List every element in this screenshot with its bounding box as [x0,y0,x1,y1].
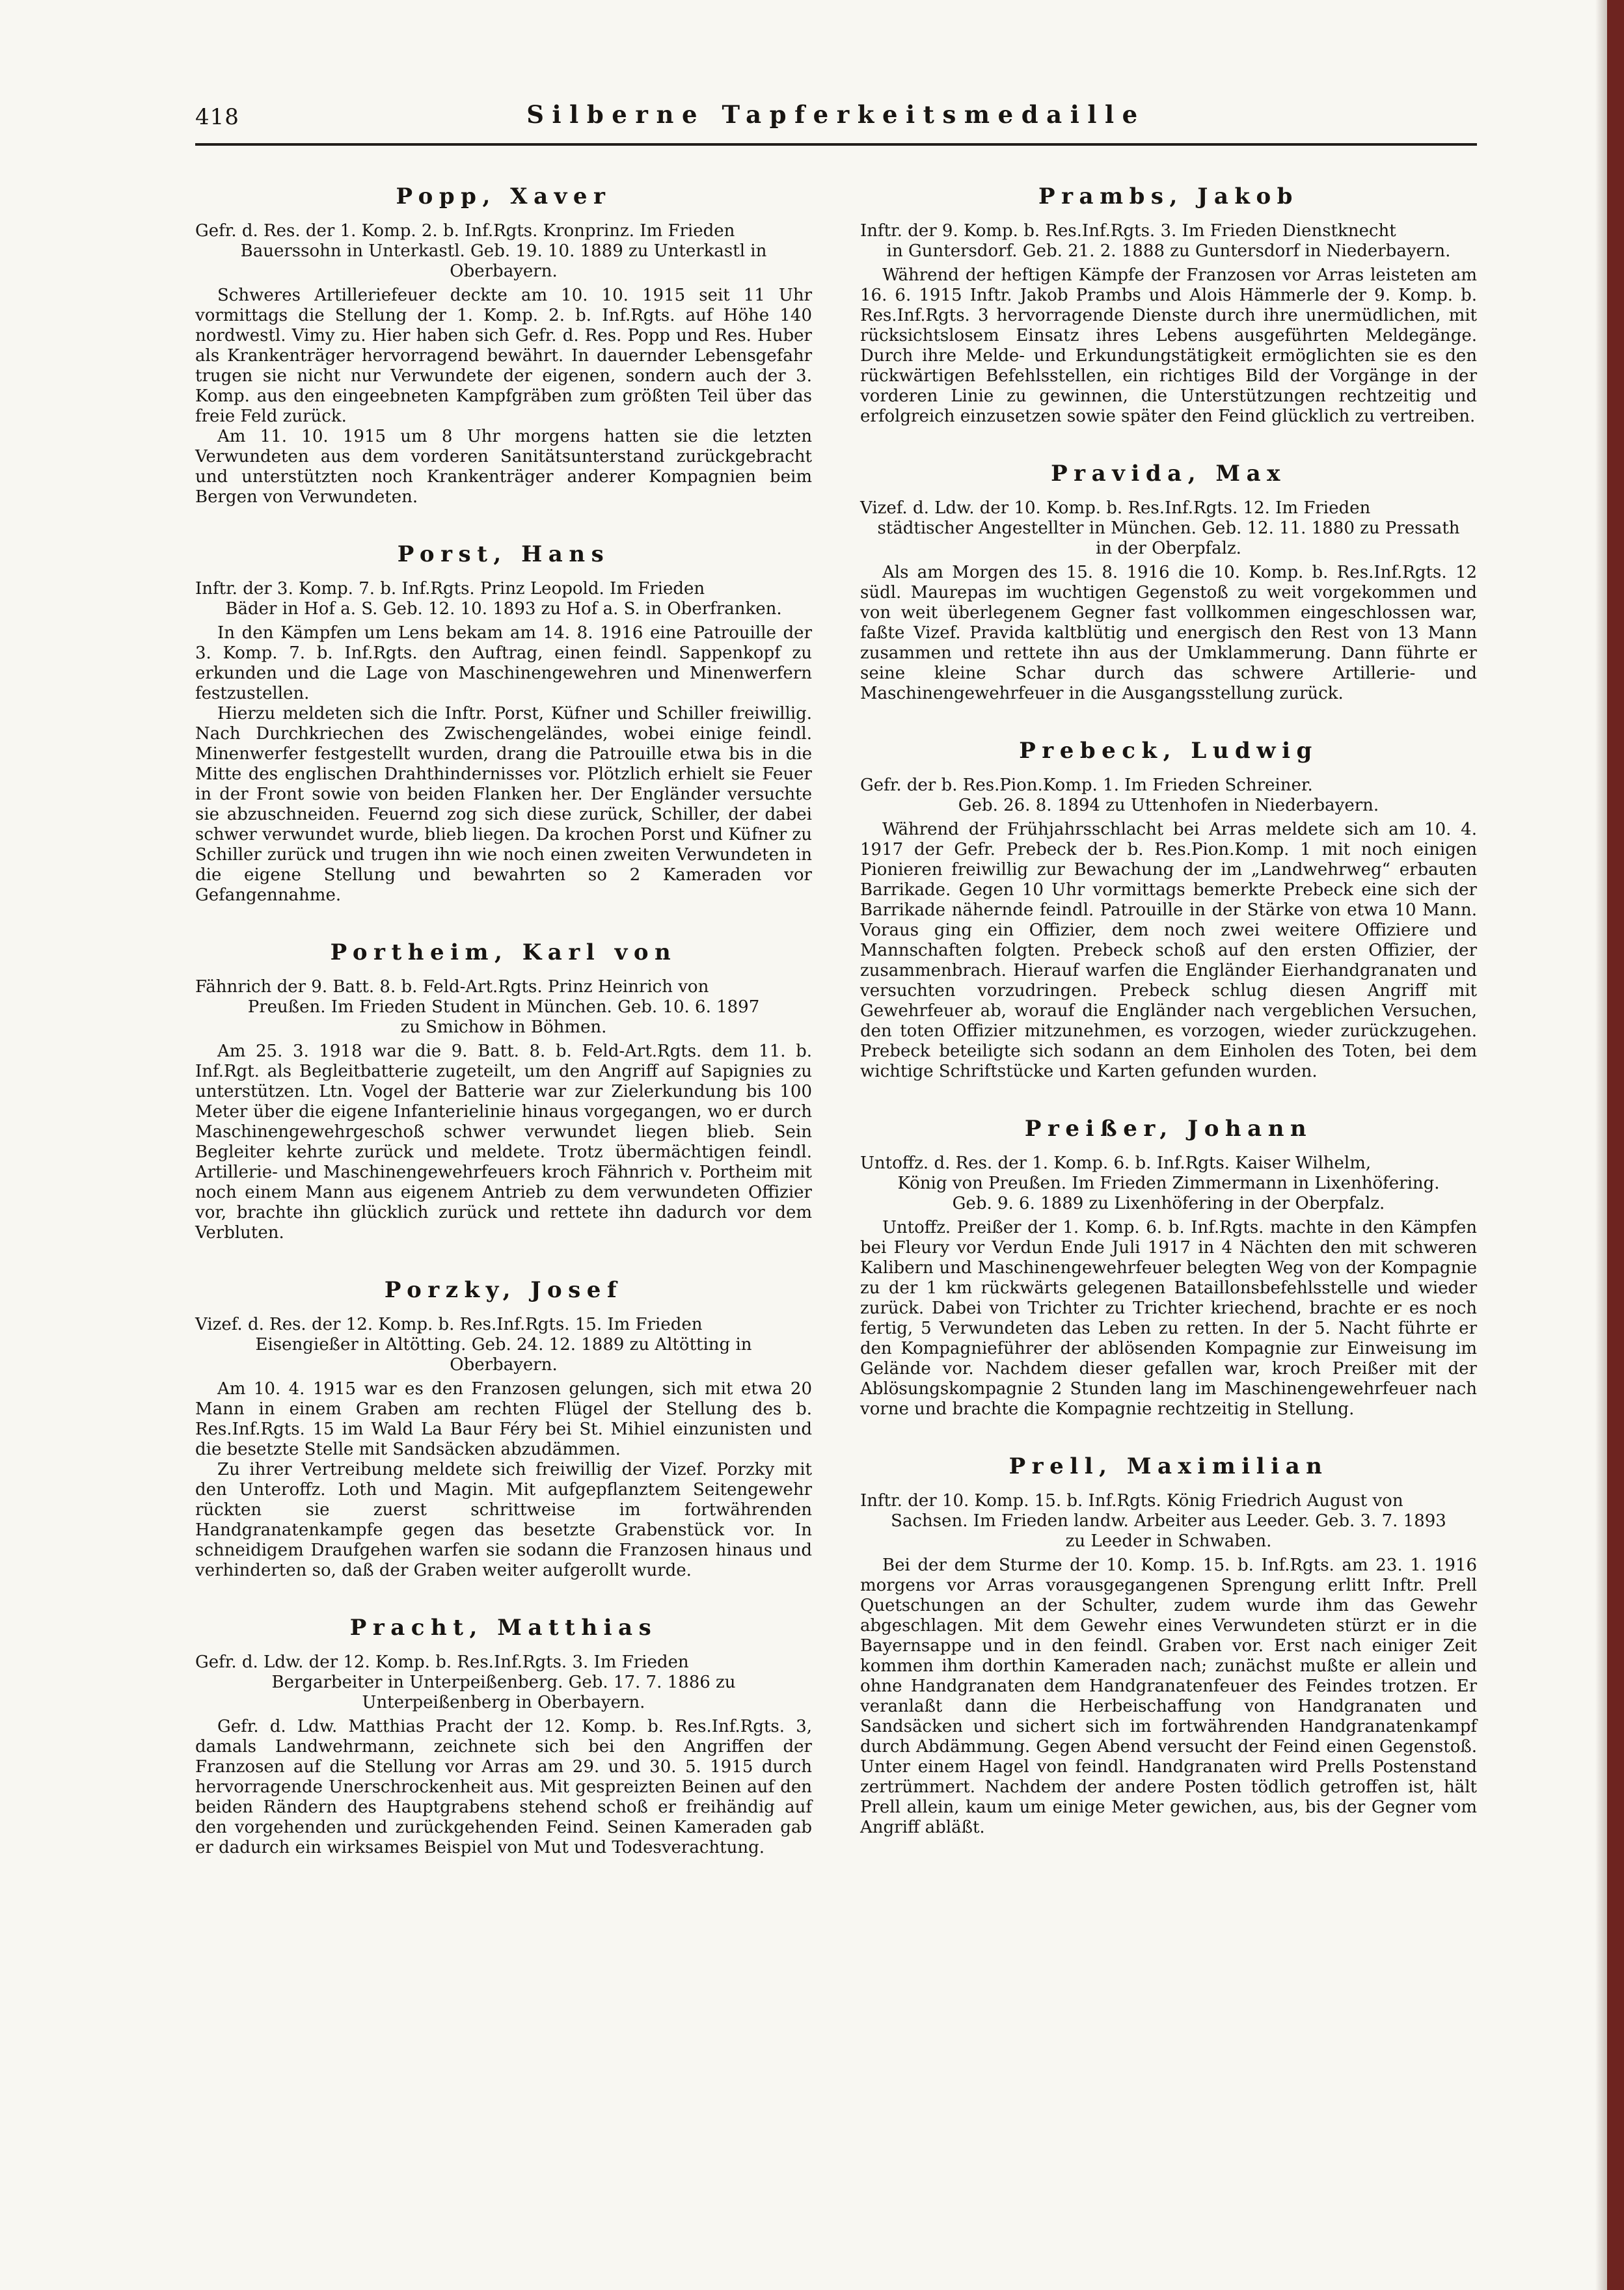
entry-intro-line: Untoffz. d. Res. der 1. Komp. 6. b. Inf.Rgts. Kaiser Wilhelm, [860,1153,1372,1173]
entry-name: Portheim, Karl von [330,939,677,965]
entry-intro-line: Bauerssohn in Unterkastl. Geb. 19. 10. 1889 zu Unterkastl in [240,241,767,261]
medal-entry [195,939,812,1243]
entry-intro-line: Oberbayern. [450,262,558,281]
entry-name: Pracht, Matthias [349,1615,658,1641]
medal-entry [195,183,812,507]
entry-intro-line: Fähnrich der 9. Batt. 8. b. Feld-Art.Rgts. Prinz Heinrich von [195,977,709,997]
entry-paragraph: Zu ihrer Vertreibung meldete sich freiwillig der Vizef. Porzky mit den Unteroffz. Loth und Magin. Mit aufgepflanztem Seitengewehr rückten sie zuerst schrittweise im fortwährenden Handgranatenkampfe gegen das besetzte Grabenstück vor. In schneidigem Draufgehen warfen sie sodann die Franzosen hinaus und verhinderten so, daß der Graben weiter aufgerollt wurde. [195,1460,812,1580]
entry-name: Pravida, Max [1051,461,1286,487]
medal-entry [860,461,1477,704]
entry-intro-line: zu Smichow in Böhmen. [400,1017,607,1037]
entry-intro [195,579,812,619]
entry-intro-line: Vizef. d. Res. der 12. Komp. b. Res.Inf.Rgts. 15. Im Frieden [195,1315,703,1334]
entry-intro [860,221,1477,262]
column-left [195,146,812,1858]
entry-intro-line: in der Oberpfalz. [1096,539,1241,558]
entry-paragraph: Gefr. d. Ldw. Matthias Pracht der 12. Komp. b. Res.Inf.Rgts. 3, damals Landwehrmann, zeichnete sich bei den Angriffen der Franzosen auf die Stellung vor Arras am 29. und 30. 5. 1915 durch hervorragende Unerschrockenheit aus. Mit gespreizten Beinen auf den beiden Rändern des Hauptgrabens stehend schoß er freihändig auf den vorgehenden und zurückgehenden Feind. Seinen Kameraden gab er dadurch ein wirksames Beispiel von Mut und Todesverachtung. [195,1717,812,1857]
entry-paragraph: In den Kämpfen um Lens bekam am 14. 8. 1916 eine Patrouille der 3. Komp. 7. b. Inf.Rgts. den Auftrag, einen feindl. Sappenkopf zu erkunden und die Lage von Maschinengewehren und Minenwerfern festzustellen. [195,623,812,703]
medal-entry [195,1615,812,1858]
entry-paragraph: Am 25. 3. 1918 war die 9. Batt. 8. b. Feld-Art.Rgts. dem 11. b. Inf.Rgt. als Begleitbatterie zugeteilt, um den Angriff auf Sapignies zu unterstützen. Ltn. Vogel der Batterie war zur Zielerkundung bis 100 Meter über die eigene Infanterielinie hinaus vorgegangen, wo er durch Maschinengewehrgeschoß schwer verwundet liegen blieb. Sein Begleiter kehrte zurück und meldete. Trotz übermächtigen feindl. Artillerie- und Maschinengewehrfeuers kroch Fähnrich v. Portheim mit noch einem Mann aus eigenem Antrieb zu dem verwundeten Offizier vor, brachte ihn glücklich zurück und rettete ihn dadurch vor dem Verbluten. [195,1042,812,1243]
entry-name: Prebeck, Ludwig [1019,738,1318,764]
entry-paragraph: Während der Frühjahrsschlacht bei Arras meldete sich am 10. 4. 1917 der Gefr. Prebeck der b. Res.Pion.Komp. 1 mit noch einigen Pionieren freiwillig zur Bewachung der im „Landwehrweg“ erbauten Barrikade. Gegen 10 Uhr vormittags bemerkte Prebeck eine sich der Barrikade nähernde feindl. Patrouille in der Stärke von etwa 10 Mann. Voraus ging ein Offizier, dem noch zwei weitere Offiziere und Mannschaften folgten. Prebeck schoß auf den ersten Offizier, der zusammenbrach. Hierauf warfen die Engländer Eierhandgranaten und versuchten vorzudringen. Prebeck schlug diesen Angriff mit Gewehrfeuer ab, worauf die Engländer nach vergeblichen Versuchen, den toten Offizier mitzunehmen, es vorzogen, wieder zurückzugehen. Prebeck beteiligte sich sodann an dem Einholen des Toten, bei dem wichtige Schriftstücke und Karten gefunden wurden. [860,820,1477,1081]
book-edge [1607,0,1624,2290]
entry-intro-line: Sachsen. Im Frieden landw. Arbeiter aus Leeder. Geb. 3. 7. 1893 [891,1511,1446,1531]
entry-paragraph: Schweres Artilleriefeuer deckte am 10. 10. 1915 seit 11 Uhr vormittags die Stellung der 1. Komp. 2. b. Inf.Rgts. auf Höhe 140 nordwestl. Vimy zu. Hier haben sich Gefr. d. Res. Popp und Res. Huber als Krankenträger hervorragend bewährt. In dauernder Lebensgefahr trugen sie nicht nur Verwundete der eigenen, sondern auch der 3. Komp. aus den eingeebneten Kampfgräben zum größten Teil über das freie Feld zurück. [195,286,812,426]
entry-paragraph: Bei der dem Sturme der 10. Komp. 15. b. Inf.Rgts. am 23. 1. 1916 morgens vor Arras vorausgegangenen Sprengung erlitt Inftr. Prell Quetschungen an der Schulter, zudem wurde ihm das Gewehr abgeschlagen. Mit dem Gewehr eines Verwundeten stürzt er in die Bayernsappe und in den feindl. Graben vor. Erst nach einiger Zeit kommen ihm dorthin Kameraden nach; zunächst mußte er allein und ohne Handgranaten dem Handgranatenfeuer des Feindes trotzen. Er veranlaßt dann die Herbeischaffung von Handgranaten und Sandsäcken und sichert sich im fortwährenden Handgranatenkampf durch Abdämmung. Gegen Abend versucht der Feind einen Gegenstoß. Unter einem Hagel von feindl. Handgranaten wird Prells Postenstand zertrümmert. Nachdem der andere Posten tödlich getroffen ist, hält Prell allein, kaum um einige Meter gewichen, aus, bis der Gegner vom Angriff abläßt. [860,1556,1477,1837]
entry-intro-line: Bäder in Hof a. S. Geb. 12. 10. 1893 zu Hof a. S. in Oberfranken. [225,599,782,619]
entry-paragraph: Während der heftigen Kämpfe der Franzosen vor Arras leisteten am 16. 6. 1915 Inftr. Jakob Prambs und Alois Hämmerle der 9. Komp. b. Res.Inf.Rgts. 3 hervorragende Dienste durch ihre unermüdlichen, mit rücksichtslosem Einsatz ihres Lebens ausgeführten Meldegänge. Durch ihre Melde- und Erkundungstätigkeit ermöglichten sie es den rückwärtigen Befehlsstellen, ein richtiges Bild der Vorgänge in der vorderen Linie zu gewinnen, die Unterstützungen rechtzeitig und erfolgreich einzusetzen sowie später den Feind glücklich zu vertreiben. [860,265,1477,426]
entry-intro-line: Inftr. der 10. Komp. 15. b. Inf.Rgts. König Friedrich August von [860,1491,1403,1511]
entry-intro-line: König von Preußen. Im Frieden Zimmermann in Lixenhöfering. [897,1174,1440,1193]
entry-intro-line: Geb. 26. 8. 1894 zu Uttenhofen in Niederbayern. [958,796,1379,815]
entry-intro [860,1491,1477,1552]
entry-name: Porst, Hans [397,541,610,567]
entry-paragraph: Untoffz. Preißer der 1. Komp. 6. b. Inf.Rgts. machte in den Kämpfen bei Fleury vor Verdun Ende Juli 1917 in 4 Nächten den mit schweren Kalibern und Maschinengewehrfeuer belegten Weg von der Kompagnie zu der 1 km rückwärts gelegenen Bataillonsbefehlsstelle und wieder zurück. Dabei von Trichter zu Trichter kriechend, brachte er es noch fertig, 5 Verwundeten das Leben zu retten. In der 5. Nacht führte er den Kompagnieführer der ablösenden Kompagnie zur Einweisung im Gelände vor. Nachdem dieser gefallen war, kroch Preißer mit der Ablösungskompagnie 2 Stunden lang im Maschinengewehrfeuer nach vorne und brachte die Kompagnie rechtzeitig in Stellung. [860,1218,1477,1419]
entry-intro [860,1153,1477,1214]
entry-name: Prambs, Jakob [1038,183,1299,209]
entry-intro-line: Inftr. der 9. Komp. b. Res.Inf.Rgts. 3. Im Frieden Dienstknecht [860,221,1396,241]
medal-entry [195,1277,812,1581]
entry-intro-line: Unterpeißenberg in Oberbayern. [362,1693,645,1712]
entry-paragraph: Am 11. 10. 1915 um 8 Uhr morgens hatten sie die letzten Verwundeten aus dem vorderen Sanitätsunterstand zurückgebracht und unterstützten noch Krankenträger anderer Kompagnien beim Bergen von Verwundeten. [195,427,812,507]
entry-intro [860,775,1477,816]
entry-paragraph: Am 10. 4. 1915 war es den Franzosen gelungen, sich mit etwa 20 Mann in einem Graben am rechten Flügel der Stellung des b. Res.Inf.Rgts. 15 im Wald La Baur Féry bei St. Mihiel einzunisten und die besetzte Stelle mit Sandsäcken abzudämmen. [195,1379,812,1459]
entry-intro [195,1315,812,1375]
entry-name: Prell, Maximilian [1008,1453,1329,1479]
entry-intro [195,221,812,282]
medal-entry [860,1453,1477,1838]
entry-intro-line: Vizef. d. Ldw. der 10. Komp. b. Res.Inf.Rgts. 12. Im Frieden [860,498,1371,518]
page-header [195,99,1477,137]
entry-paragraph: Hierzu meldeten sich die Inftr. Porst, Küfner und Schiller freiwillig. Nach Durchkriechen des Zwischengeländes, wobei einige feindl. Minenwerfer festgestellt wurden, drang die Patrouille etwa bis in die Mitte des englischen Drahthindernisses vor. Plötzlich erhielt sie Feuer in der Front sowie von beiden Flanken her. Der Engländer versuchte sie abzuschneiden. Feuernd zog sich diese zurück, Schiller, der dabei schwer verwundet wurde, blieb liegen. Da krochen Porst und Küfner zu Schiller zurück und trugen ihn wie noch einen zweiten Verwundeten in die eigene Stellung und bewahrten so 2 Kameraden vor Gefangennahme. [195,704,812,905]
entry-intro-line: zu Leeder in Schwaben. [1065,1531,1272,1551]
entry-intro-line: in Guntersdorf. Geb. 21. 2. 1888 zu Guntersdorf in Niederbayern. [886,241,1451,261]
entry-name: Popp, Xaver [396,183,612,209]
page-number: 418 [195,104,239,130]
entry-intro-line: Gefr. d. Res. der 1. Komp. 2. b. Inf.Rgts. Kronprinz. Im Frieden [195,221,735,241]
entry-intro-line: Bergarbeiter in Unterpeißenberg. Geb. 17. 7. 1886 zu [271,1673,736,1692]
medal-entry [195,541,812,906]
column-right [860,146,1477,1838]
medal-entry [860,738,1477,1082]
medal-entry [860,183,1477,427]
entry-name: Porzky, Josef [384,1277,623,1303]
entry-intro-line: Inftr. der 3. Komp. 7. b. Inf.Rgts. Prinz Leopold. Im Frieden [195,579,705,599]
entry-intro-line: städtischer Angestellter in München. Geb. 12. 11. 1880 zu Pressath [877,519,1460,538]
page-title: Silberne Tapferkeitsmedaille [526,100,1146,129]
entry-intro-line: Preußen. Im Frieden Student in München. Geb. 10. 6. 1897 [247,997,760,1017]
entry-intro-line: Oberbayern. [450,1355,558,1375]
entry-name: Preißer, Johann [1024,1116,1313,1142]
entry-intro [860,498,1477,559]
text-columns [195,146,1477,1858]
entry-intro-line: Eisengießer in Altötting. Geb. 24. 12. 1889 zu Altötting in [255,1335,752,1354]
entry-intro-line: Gefr. d. Ldw. der 12. Komp. b. Res.Inf.Rgts. 3. Im Frieden [195,1652,689,1672]
entry-paragraph: Als am Morgen des 15. 8. 1916 die 10. Komp. b. Res.Inf.Rgts. 12 südl. Maurepas im wuchtigen Gegenstoß zu weit vorgekommen und von weit überlegenem Gegner fast vollkommen eingeschlossen war, faßte Vizef. Pravida kaltblütig und energisch den Rest von 13 Mann zusammen und rettete ihn aus der Umklammerung. Dann führte er seine kleine Schar durch das schwere Artillerie- und Maschinengewehrfeuer in die Ausgangsstellung zurück. [860,563,1477,703]
entry-intro-line: Gefr. der b. Res.Pion.Komp. 1. Im Frieden Schreiner. [860,775,1313,795]
medal-entry [860,1116,1477,1420]
entry-intro-line: Geb. 9. 6. 1889 zu Lixenhöfering in der Oberpfalz. [952,1194,1385,1213]
page-edge-shadow [1595,0,1607,2290]
entry-intro [195,1652,812,1713]
entry-intro [195,977,812,1038]
